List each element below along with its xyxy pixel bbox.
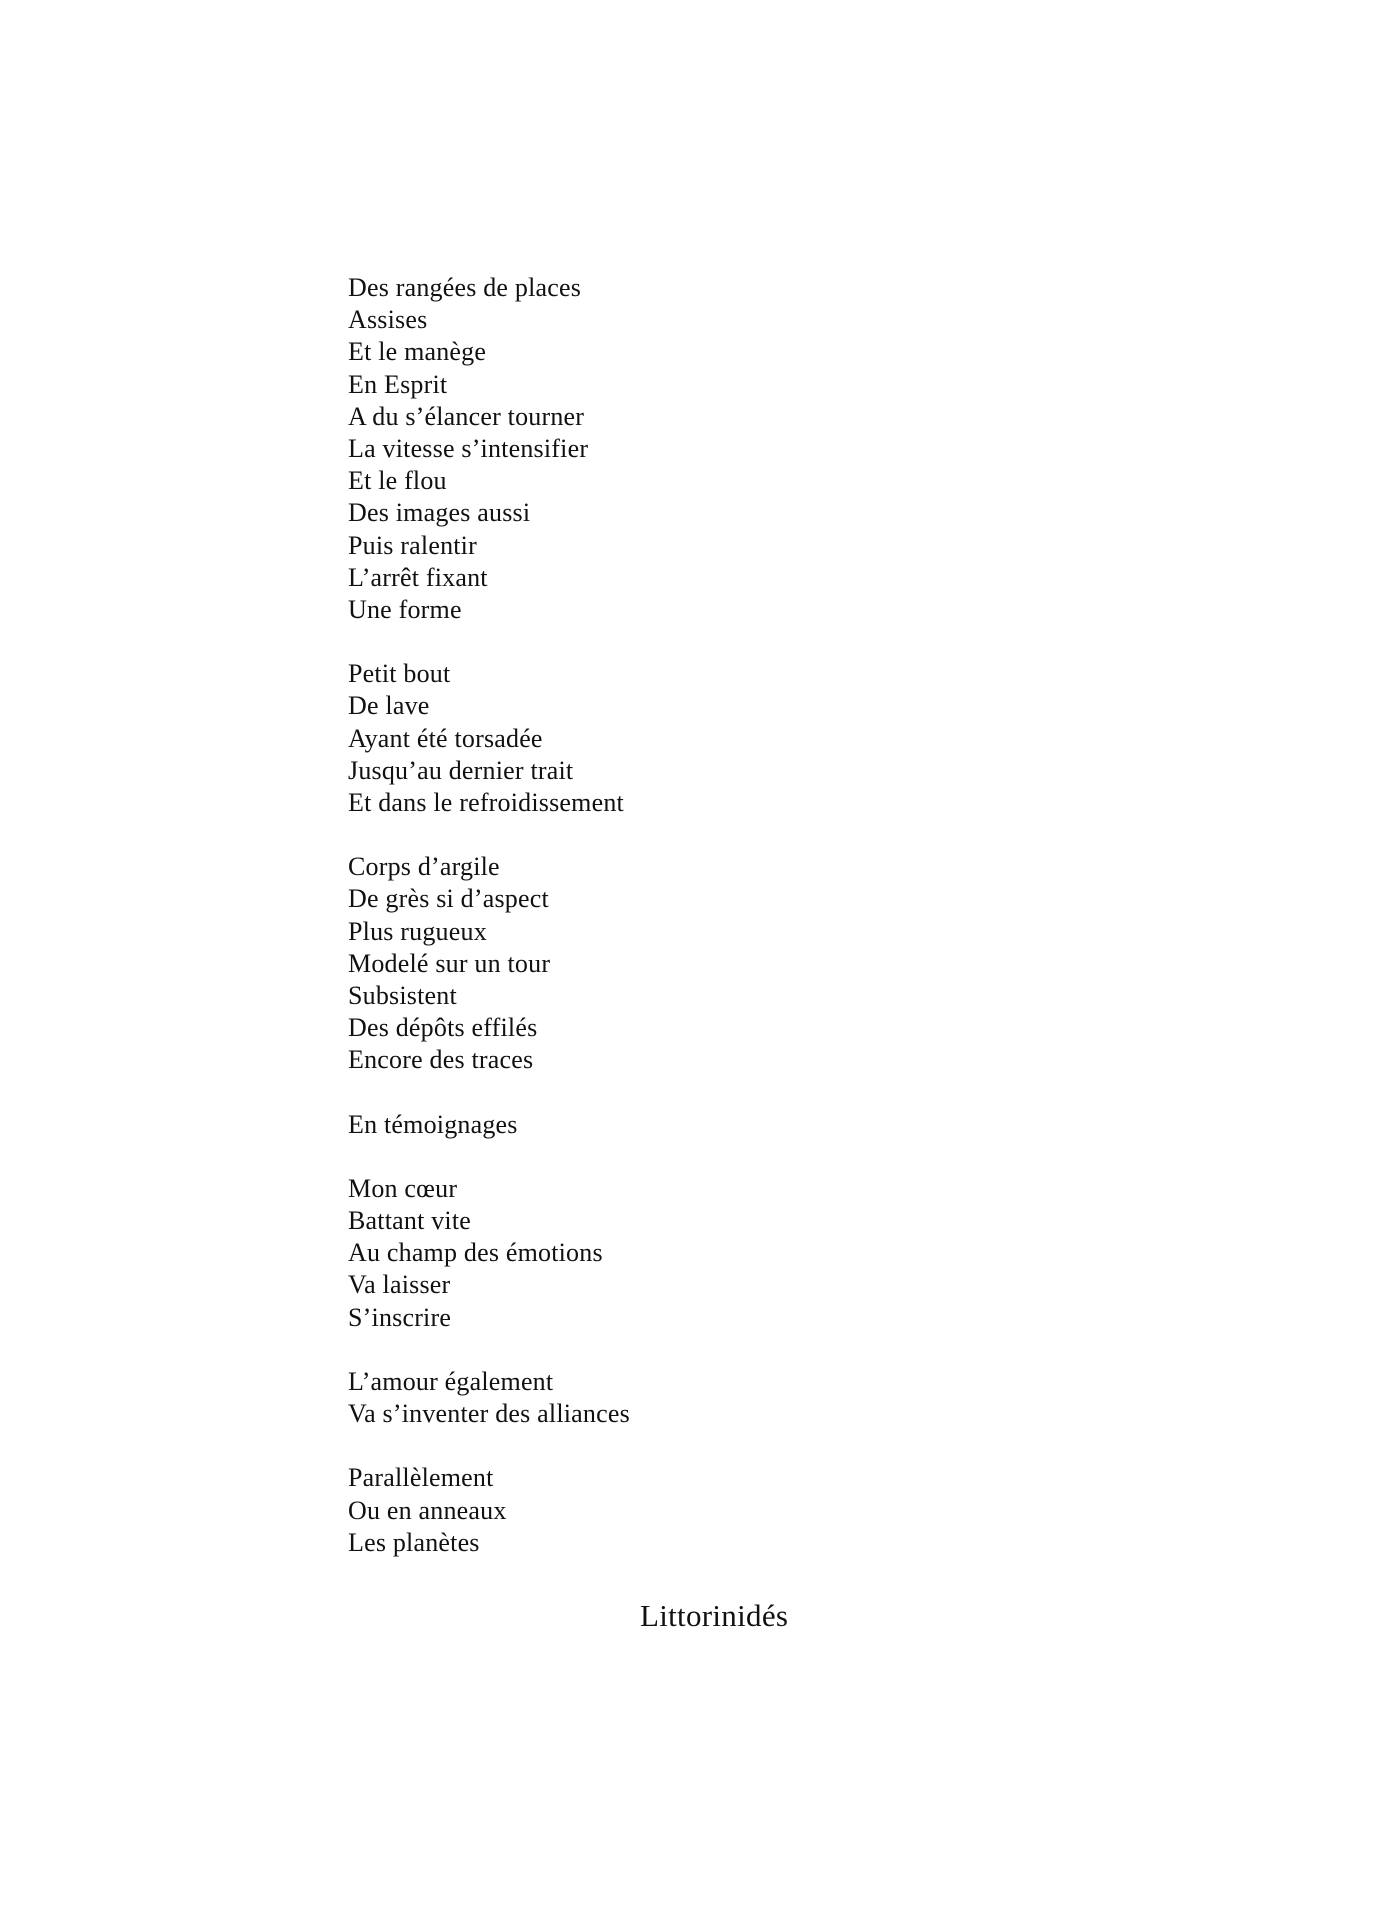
- poem-line: Ou en anneaux: [348, 1495, 507, 1525]
- poem-line: Plus rugueux: [348, 916, 487, 946]
- poem-line: Une forme: [348, 595, 462, 625]
- poem-line: Puis ralentir: [348, 530, 477, 560]
- poem-line: Au champ des émotions: [348, 1238, 603, 1268]
- poem-line: Des dépôts effilés: [348, 1013, 538, 1043]
- poem-line: Mon cœur: [348, 1173, 458, 1203]
- poem-line: S’inscrire: [348, 1302, 452, 1332]
- poem-line: Les planètes: [348, 1527, 480, 1557]
- poem-line: L’arrêt fixant: [348, 562, 488, 592]
- poem-line: En témoignages: [348, 1109, 518, 1139]
- poem-line: Va laisser: [348, 1270, 451, 1300]
- poem-line: Et le flou: [348, 466, 447, 496]
- poem-line: De grès si d’aspect: [348, 884, 549, 914]
- poem-title: Littorinidés: [640, 1598, 789, 1633]
- poem-line: Jusqu’au dernier trait: [348, 755, 574, 785]
- poem-stanza: [348, 272, 1048, 626]
- poem-stanza: [348, 1462, 1048, 1559]
- poem-stanza: [348, 1366, 1048, 1430]
- poem-line: En Esprit: [348, 369, 448, 399]
- poem-line: Petit bout: [348, 659, 451, 689]
- poem-line: De lave: [348, 691, 430, 721]
- poem-line: Des images aussi: [348, 498, 531, 528]
- poem-stanza: [348, 1173, 1048, 1334]
- poem-line: Encore des traces: [348, 1045, 534, 1075]
- poem-line: L’amour également: [348, 1366, 554, 1396]
- poem-line: Et le manège: [348, 337, 487, 367]
- poem-line: Et dans le refroidissement: [348, 788, 624, 818]
- poem-line: A du s’élancer tourner: [348, 401, 585, 431]
- poem-line: Ayant été torsadée: [348, 723, 543, 753]
- poem-line: Corps d’argile: [348, 852, 500, 882]
- poem-line: La vitesse s’intensifier: [348, 434, 589, 464]
- poem-stanza: [348, 658, 1048, 819]
- poem-line: Modelé sur un tour: [348, 948, 551, 978]
- poem-stanza: [348, 1109, 1048, 1141]
- poem-line: Des rangées de places: [348, 273, 582, 302]
- poem-body: [348, 272, 1048, 1591]
- poem-line: Parallèlement: [348, 1463, 494, 1493]
- poem-line: Assises: [348, 305, 428, 335]
- poem-line: Va s’inventer des alliances: [348, 1399, 630, 1429]
- poem-stanza: [348, 851, 1048, 1076]
- poem-line: Subsistent: [348, 981, 457, 1011]
- poem-line: Battant vite: [348, 1206, 471, 1236]
